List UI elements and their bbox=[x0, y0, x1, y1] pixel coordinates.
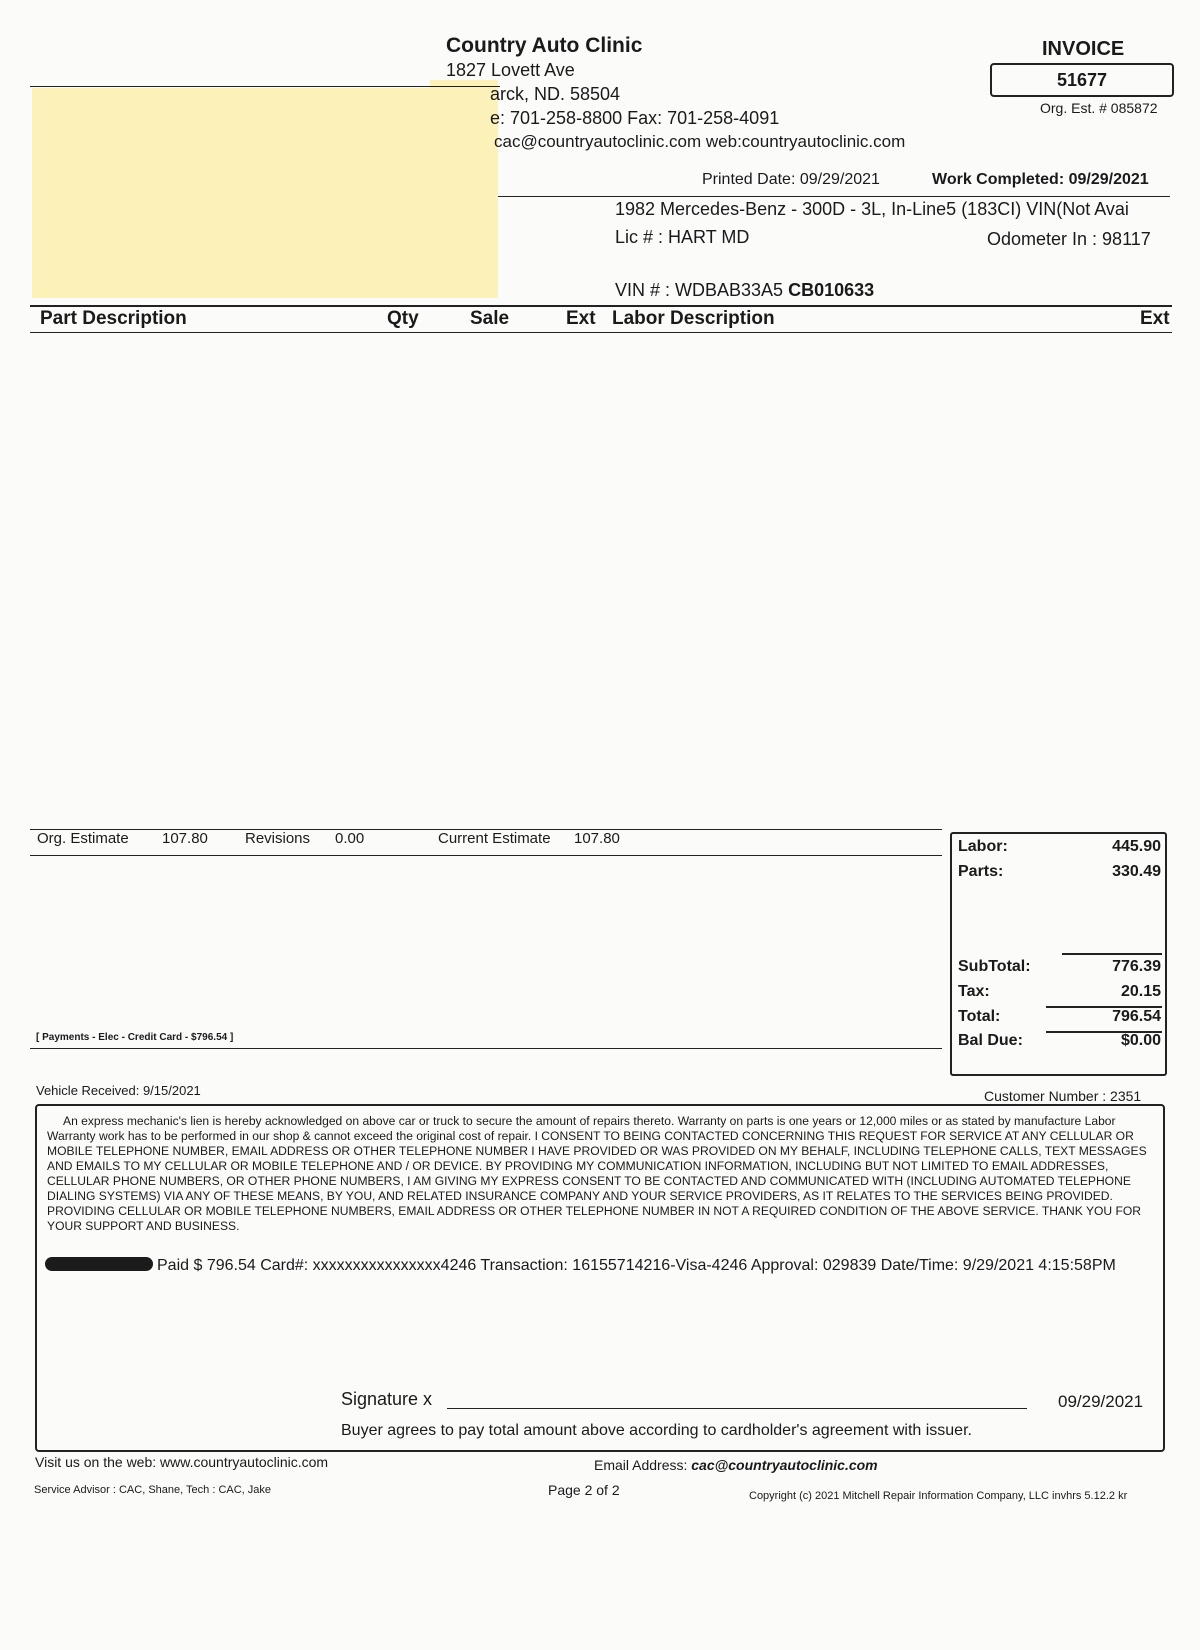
shop-name: Country Auto Clinic bbox=[446, 34, 643, 57]
page-number: Page 2 of 2 bbox=[548, 1482, 620, 1498]
labor-label: Labor: bbox=[958, 838, 1008, 855]
shop-phone: e: 701-258-8800 Fax: 701-258-4091 bbox=[490, 108, 780, 128]
invoice-title: INVOICE bbox=[1042, 38, 1125, 60]
vin-suffix: CB010633 bbox=[788, 280, 875, 300]
bal-due-label: Bal Due: bbox=[958, 1032, 1023, 1049]
revisions-value: 0.00 bbox=[335, 830, 365, 847]
shop-city: arck, ND. 58504 bbox=[490, 84, 621, 104]
org-estimate-label: Org. Estimate bbox=[37, 830, 129, 847]
subtotal-value: 776.39 bbox=[1112, 958, 1161, 975]
labor-total: 445.90 bbox=[1112, 838, 1161, 855]
odometer: Odometer In : 98117 bbox=[987, 229, 1151, 249]
col-labor-ext: Ext bbox=[1140, 308, 1170, 329]
vin bbox=[615, 280, 874, 301]
payments-note: [ Payments - Elec - Credit Card - $796.54 ] bbox=[36, 1032, 234, 1043]
vehicle-description: 1982 Mercedes-Benz - 300D - 3L, In-Line5 (183CI) VIN(Not Avai bbox=[615, 199, 1129, 219]
buyer-agreement: Buyer agrees to pay total amount above according to cardholder's agreement with issuer. bbox=[341, 1422, 972, 1439]
tax-value: 20.15 bbox=[1120, 983, 1161, 1000]
subtotal-rule bbox=[1062, 953, 1162, 955]
legal-box bbox=[35, 1104, 1165, 1452]
footer-email: cac@countryautoclinic.com bbox=[691, 1457, 878, 1473]
totals-box bbox=[950, 832, 1167, 1076]
customer-number: Customer Number : 2351 bbox=[984, 1088, 1142, 1104]
col-labor-description: Labor Description bbox=[612, 308, 775, 329]
printed-date: Printed Date: 09/29/2021 bbox=[702, 171, 880, 188]
license-plate: Lic # : HART MD bbox=[615, 227, 750, 247]
work-completed-date: Work Completed: 09/29/2021 bbox=[932, 171, 1149, 188]
tax-label: Tax: bbox=[958, 983, 990, 1000]
payments-rule bbox=[30, 1048, 942, 1049]
current-estimate-label: Current Estimate bbox=[438, 830, 551, 847]
signature-label: Signature x bbox=[341, 1389, 433, 1409]
vehicle-received: Vehicle Received: 9/15/2021 bbox=[36, 1083, 201, 1098]
total-value: 796.54 bbox=[1112, 1008, 1161, 1025]
col-part-description: Part Description bbox=[40, 308, 187, 329]
parts-label: Parts: bbox=[958, 863, 1004, 880]
service-advisor: Service Advisor : CAC, Shane, Tech : CAC, Jake bbox=[34, 1484, 272, 1496]
subtotal-label: SubTotal: bbox=[958, 958, 1031, 975]
col-sale: Sale bbox=[470, 308, 510, 329]
copyright: Copyright (c) 2021 Mitchell Repair Information Company, LLC invhrs 5.12.2 kr bbox=[749, 1490, 1128, 1502]
signature-line bbox=[447, 1408, 1027, 1409]
col-ext: Ext bbox=[566, 308, 596, 329]
legal-text: An express mechanic's lien is hereby acknowledged on above car or truck to secure the amount of repairs thereto. Warranty on parts is one years or 12,000 miles or as stated by manufacture Labor Warranty work has to be performed in our shop & cannot exceed the original cost of repair. I CONSENT TO BEING CONTACTED CONCERNING THIS REQUEST FOR SERVICE AT ANY CELLULAR OR MOBILE TELEPHONE NUMBER, EMAIL ADDRESS OR OTHER TELEPHONE NUMBER I HAVE PROVIDED OR WAS PROVIDED ON MY BEHALF, INCLUDING TELEPHONE CALLS, TEXT MESSAGES AND EMAILS TO MY CELLULAR OR MOBILE TELEPHONE AND / OR DEVICE. BY PROVIDING MY COMMUNICATION INFORMATION, INCLUDING BUT NOT LIMITED TO EMAIL ADDRESSES, CELLULAR PHONE NUMBERS, OR OTHER PHONE NUMBERS, I AM GIVING MY EXPRESS CONSENT TO BE CONTACTED AND COMMUNICATED WITH (INCLUDING AUTOMATED TELEPHONE DIALING SYSTEMS) VIA ANY OF THESE MEANS, BY YOU, AND RELATED INSURANCE COMPANY AND YOUR SERVICE PROVIDERS, AS IT RELATES TO THE SERVICES BEING PROVIDED. PROVIDING CELLULAR OR MOBILE TELEPHONE NUMBERS, EMAIL ADDRESS OR OTHER TELEPHONE NUMBER IN NOT A REQUIRED CONDITION OF THE ABOVE SERVICE. THANK YOU FOR YOUR SUPPORT AND BUSINESS. bbox=[47, 1114, 1147, 1233]
header-rule bbox=[498, 196, 1170, 197]
current-estimate-value: 107.80 bbox=[574, 830, 620, 847]
bal-due-value: $0.00 bbox=[1120, 1032, 1161, 1049]
column-header-top-rule bbox=[30, 305, 1172, 307]
redaction-block bbox=[430, 80, 498, 160]
header-rule bbox=[30, 86, 500, 87]
redaction-block bbox=[45, 1257, 153, 1271]
shop-address: 1827 Lovett Ave bbox=[446, 60, 575, 80]
redaction-block bbox=[32, 88, 498, 298]
payment-details: Paid $ 796.54 Card#: xxxxxxxxxxxxxxxx4246 Transaction: 16155714216-Visa-4246 Approval: 029839 Date/Time: 9/29/2021 4:15:58PM bbox=[157, 1257, 1116, 1274]
shop-contact: cac@countryautoclinic.com web:countryautoclinic.com bbox=[494, 132, 906, 151]
payment-line bbox=[45, 1256, 1145, 1276]
footer-web: Visit us on the web: www.countryautoclinic.com bbox=[35, 1454, 329, 1470]
org-estimate-value: 107.80 bbox=[162, 830, 208, 847]
invoice-number: 51677 bbox=[990, 63, 1174, 97]
estimate-bottom-rule bbox=[30, 855, 942, 856]
footer-email-label: Email Address: bbox=[594, 1457, 688, 1473]
parts-total: 330.49 bbox=[1112, 863, 1161, 880]
signature-date: 09/29/2021 bbox=[1058, 1392, 1144, 1411]
vin-label: VIN # : WDBAB33A5 bbox=[615, 280, 784, 300]
revisions-label: Revisions bbox=[245, 830, 311, 847]
total-label: Total: bbox=[958, 1008, 1001, 1025]
column-header-bottom-rule bbox=[30, 332, 1172, 333]
col-qty: Qty bbox=[387, 308, 419, 329]
org-estimate-number: Org. Est. # 085872 bbox=[1040, 100, 1158, 116]
